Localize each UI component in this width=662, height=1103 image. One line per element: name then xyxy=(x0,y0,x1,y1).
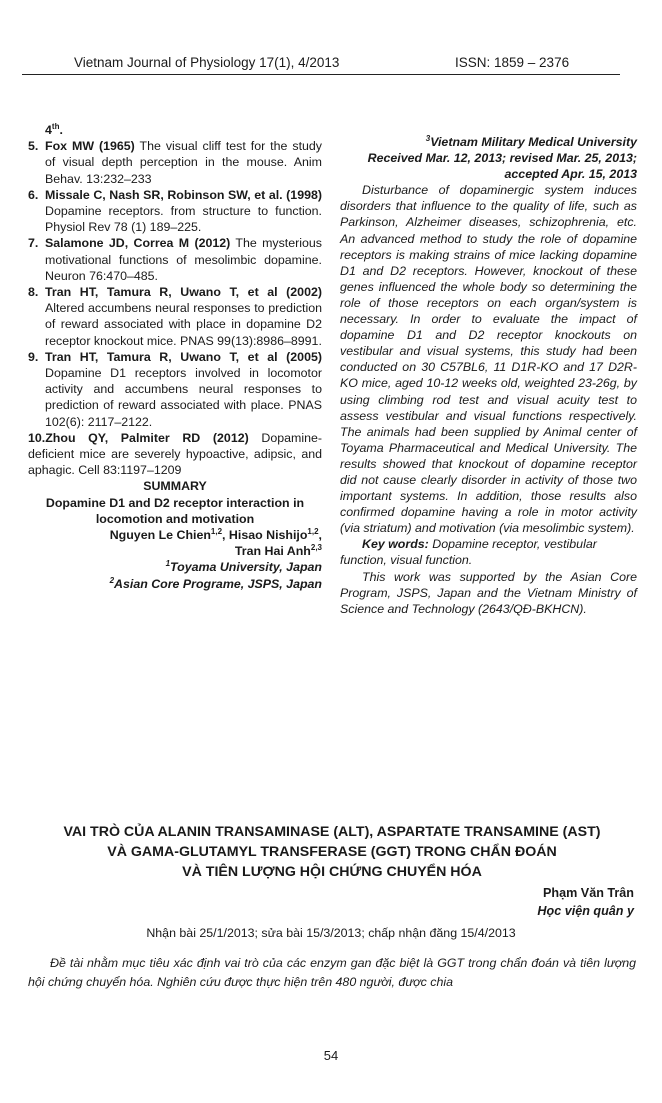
article-title: VAI TRÒ CỦA ALANIN TRANSAMINASE (ALT), ASPARTATE TRANSAMINE (AST) VÀ GAMA-GLUTAMYL TRANSFERASE (GGT) TRONG CHẨN ĐOÁN VÀ TIÊN LƯỢNG HỘI CHỨNG CHUYỂN HÓA xyxy=(63,824,601,880)
journal-title: Vietnam Journal of Physiology 17(1), 4/2013 xyxy=(74,55,340,70)
left-column xyxy=(28,122,322,592)
affiliation-1: $^1$Toyama University, Japan xyxy=(165,559,322,575)
article-affiliation: Học viện quân y xyxy=(537,904,634,918)
affiliation-2: $^2$Asian Core Programe, JSPS, Japan xyxy=(109,575,322,591)
reference-tail: 4th. xyxy=(45,121,63,137)
summary-abstract: Disturbance of dopaminergic system induces disorders that influence to the quality of life, such as Parkinson, Alzheimer diseases, schizophrenia, etc. An advanced method to study the role of dopamine receptors is making strains of mice lacking dopamine D1 and D2 receptors. However, knockout of these genes influenced the whole body so determining the role of those receptors on each organ/system is necessary. In order to evaluate the impact of dopamine D1 and D2 receptor knockouts on vestibular and visual systems, this study had been conducted on 30 C57BL6, 11 D1R-KO and 17 D2R-KO mice, aged 10-12 weeks old, weighted 23-26g, by using climbing rod test and visual acuity test to assess vestibular and visual functions respectively. The animals had been supplied by Animal center of Toyama Pharmaceutical and Medical University. The results showed that knockout of dopamine receptor did not cause clearly disorder in activity of those two important systems. In addition, those results also confirmed dopamine having a role in motor activity (via striatum) and motivation (via mesolimbic system). xyxy=(340,183,637,536)
summary-heading: SUMMARY xyxy=(143,479,207,494)
page-number: 54 xyxy=(323,1048,339,1063)
article-abstract: Đề tài nhằm mục tiêu xác định vai trò của các enzym gan đặc biệt là GGT trong chẩn đoán và tiên lượng hội chứng chuyển hóa. Nghiên cứu được thực hiện trên 480 người, được chia xyxy=(28,956,636,989)
keywords: Key words: Dopamine receptor, vestibular function, visual function. xyxy=(340,537,597,568)
issn: ISSN: 1859 – 2376 xyxy=(455,55,570,70)
article-dates: Nhận bài 25/1/2013; sửa bài 15/3/2013; chấp nhận đăng 15/4/2013 xyxy=(146,926,516,940)
received-dates: Received Mar. 12, 2013; revised Mar. 25, 2013; accepted Apr. 15, 2013 xyxy=(367,151,637,182)
summary-title: Dopamine D1 and D2 receptor interaction in locomotion and motivation xyxy=(45,495,305,526)
summary-authors: Nguyen Le Chien$^{1,2}$, Hisao Nishijo$^{1,2}$, Tran Hai Anh$^{2,3}$ xyxy=(109,526,322,559)
acknowledgement: This work was supported by the Asian Core Program, JSPS, Japan and the Vietnam Ministry of Science and Technology (2643/QĐ-BKHCN). xyxy=(340,569,637,616)
right-column xyxy=(340,134,637,617)
reference-9: 9. Tran HT, Tamura R, Uwano T, et al (2005) Dopamine D1 receptors involved in locomotor activity and accumbens neural responses to prediction of reward associated with place. PNAS 102(6): 2117–2122. xyxy=(28,349,322,429)
reference-10: 10.Zhou QY, Palmiter RD (2012) Dopamine-deficient mice are severely hypoactive, adipsic, and aphagic. Cell 83:1197–1209 xyxy=(28,430,322,478)
article-author-block xyxy=(537,884,634,920)
article-author: Phạm Văn Trân xyxy=(543,886,634,900)
reference-7: 7. Salamone JD, Correa M (2012) The mysterious motivational functions of mesolimbic dopamine. Neuron 76:470–485. xyxy=(28,236,322,283)
affiliation-3: $^3$Vietnam Military Medical University xyxy=(425,133,637,149)
reference-5: 5. Fox MW (1965) The visual cliff test for the study of visual depth perception in the mouse. Anim Behav. 13:232–233 xyxy=(28,139,322,186)
reference-6: 6. Missale C, Nash SR, Robinson SW, et al. (1998) Dopamine receptors. from structure to function. Physiol Rev 78 (1) 189–225. xyxy=(28,187,322,235)
running-header xyxy=(22,52,620,75)
reference-8: 8. Tran HT, Tamura R, Uwano T, et al (2002) Altered accumbens neural responses to prediction of reward associated with place in dopamine D2 receptor knockout mice. PNAS 99(13):8986–8991. xyxy=(28,285,322,348)
